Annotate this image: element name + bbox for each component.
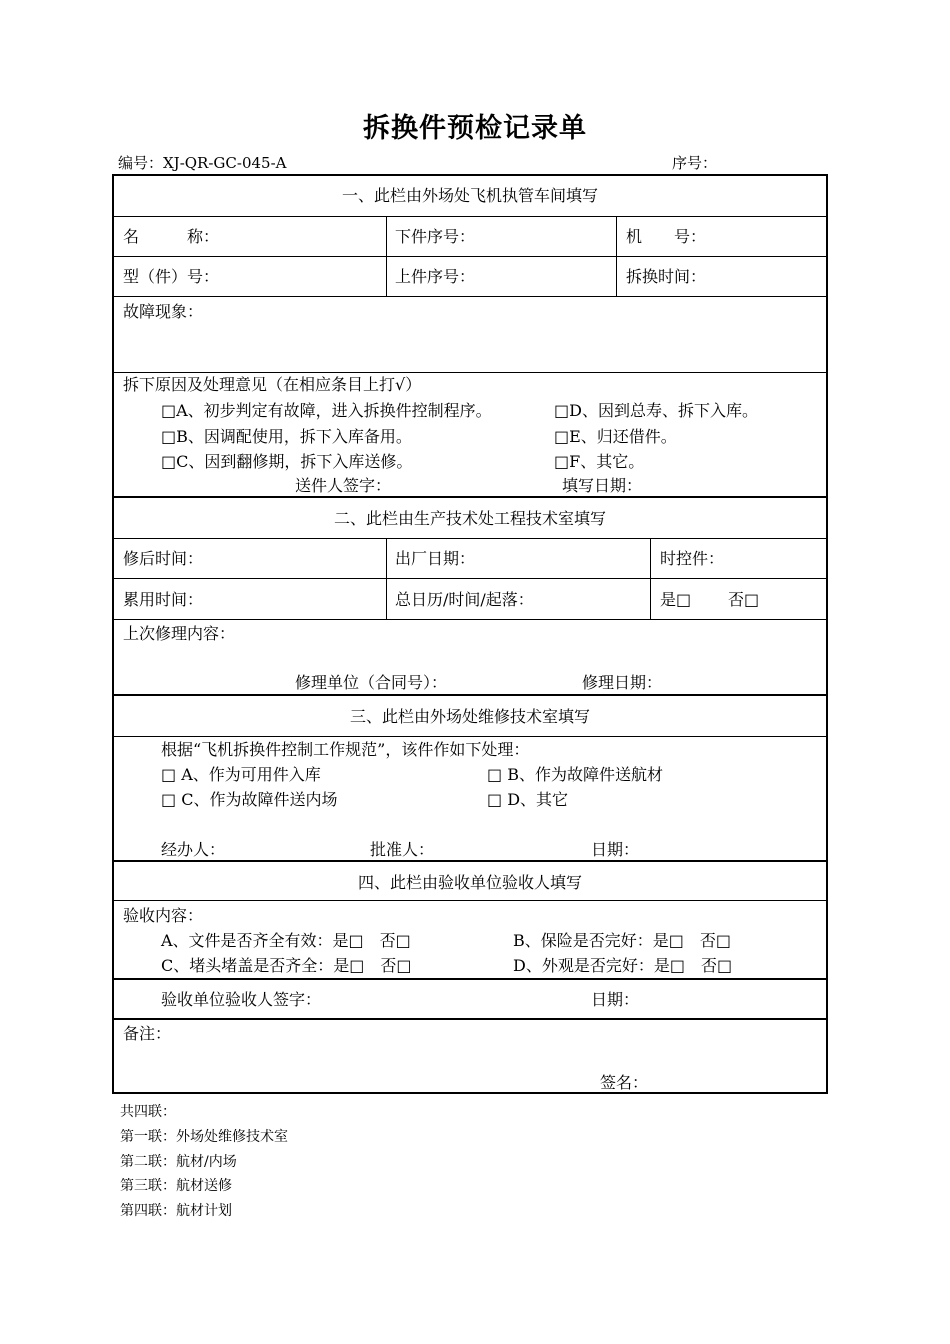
divider — [114, 578, 826, 579]
approver-label: 批准人： — [370, 840, 435, 859]
lower-seq-label: 下件序号： — [395, 227, 476, 246]
divider — [114, 538, 826, 539]
repair-date-label: 修理日期： — [582, 673, 663, 692]
section3-header: 三、此栏由外场处维修技术室填写 — [349, 707, 590, 726]
section1-header: 一、此栏由外场处飞机执管车间填写 — [341, 186, 598, 205]
swap-time-label: 拆换时间： — [626, 267, 707, 286]
divider — [114, 736, 826, 737]
handling-option-b[interactable]: □ B、作为故障件送航材 — [487, 765, 663, 784]
handler-label: 经办人： — [161, 840, 226, 859]
last-repair-label: 上次修理内容： — [123, 624, 236, 643]
reason-option-f[interactable]: □F、其它。 — [554, 452, 645, 471]
inspection-form — [112, 174, 828, 1094]
model-label: 型（件）号： — [123, 267, 220, 286]
aircraft-no-label: 机 号： — [626, 227, 707, 246]
time-control-label: 时控件： — [660, 549, 725, 568]
reason-option-d[interactable]: □D、因到总寿、拆下入库。 — [554, 401, 758, 420]
divider — [114, 372, 826, 373]
reason-option-e[interactable]: □E、归还借件。 — [554, 427, 677, 446]
divider — [114, 1018, 826, 1020]
footer-total: 共四联： — [120, 1104, 176, 1120]
doc-number: 编号：XJ-QR-GC-045-A — [118, 154, 287, 172]
repair-time-label: 修后时间： — [123, 549, 204, 568]
handling-option-d[interactable]: □ D、其它 — [487, 790, 569, 809]
divider — [114, 296, 826, 297]
upper-seq-label: 上件序号： — [395, 267, 476, 286]
divider — [114, 216, 826, 217]
factory-date-label: 出厂日期： — [395, 549, 476, 568]
divider — [386, 538, 387, 619]
fill-date-label: 填写日期： — [562, 476, 643, 495]
section4-header: 四、此栏由验收单位验收人填写 — [357, 873, 582, 892]
acceptor-sign-label: 验收单位验收人签字： — [161, 990, 322, 1009]
section3-intro: 根据“飞机拆换件控制工作规范”，该件作如下处理： — [161, 740, 530, 759]
divider — [616, 216, 617, 296]
divider — [114, 256, 826, 257]
reason-title: 拆下原因及处理意见（在相应条目上打√） — [123, 375, 422, 394]
yes-checkbox[interactable]: 是□ — [660, 590, 692, 609]
divider — [386, 216, 387, 296]
divider — [114, 694, 826, 696]
reason-option-c[interactable]: □C、因到翻修期，拆下入库送修。 — [161, 452, 413, 471]
repair-unit-label: 修理单位（合同号）： — [295, 673, 448, 692]
reason-option-b[interactable]: □B、因调配使用，拆下入库备用。 — [161, 427, 412, 446]
section2-header: 二、此栏由生产技术处工程技术室填写 — [333, 509, 606, 528]
divider — [650, 538, 651, 619]
footer-copy-3: 第三联：航材送修 — [120, 1178, 232, 1194]
sender-sign-label: 送件人签字： — [295, 476, 392, 495]
divider — [114, 496, 826, 498]
divider — [114, 619, 826, 620]
name-label: 名 称： — [123, 227, 220, 246]
fault-label: 故障现象： — [123, 302, 204, 321]
page-title: 拆换件预检记录单 — [363, 113, 587, 144]
footer-copy-2: 第二联：航材/内场 — [120, 1154, 237, 1170]
reason-option-a[interactable]: □A、初步判定有故障，进入拆换件控制程序。 — [161, 401, 492, 420]
footer-copy-1: 第一联：外场处维修技术室 — [120, 1129, 288, 1145]
handling-option-c[interactable]: □ C、作为故障件送内场 — [161, 790, 338, 809]
handling-option-a[interactable]: □ A、作为可用件入库 — [161, 765, 321, 784]
divider — [114, 978, 826, 980]
remarks-label: 备注： — [123, 1024, 172, 1043]
divider — [114, 860, 826, 862]
check-documents[interactable]: A、文件是否齐全有效：是□ 否□ — [161, 931, 411, 950]
section3-date-label: 日期： — [591, 840, 640, 859]
check-caps[interactable]: C、堵头堵盖是否齐全：是□ 否□ — [161, 956, 412, 975]
serial-label: 序号： — [672, 154, 718, 172]
divider — [114, 900, 826, 901]
check-appearance[interactable]: D、外观是否完好：是□ 否□ — [513, 956, 733, 975]
acceptance-content-label: 验收内容： — [123, 906, 204, 925]
check-safety[interactable]: B、保险是否完好：是□ 否□ — [513, 931, 731, 950]
section4-date-label: 日期： — [591, 990, 640, 1009]
footer-copy-4: 第四联：航材计划 — [120, 1203, 232, 1219]
remarks-sign-label: 签名： — [600, 1073, 649, 1092]
cumulative-time-label: 累用时间： — [123, 590, 204, 609]
total-calendar-label: 总日历/时间/起落： — [395, 590, 534, 609]
no-checkbox[interactable]: 否□ — [728, 590, 760, 609]
